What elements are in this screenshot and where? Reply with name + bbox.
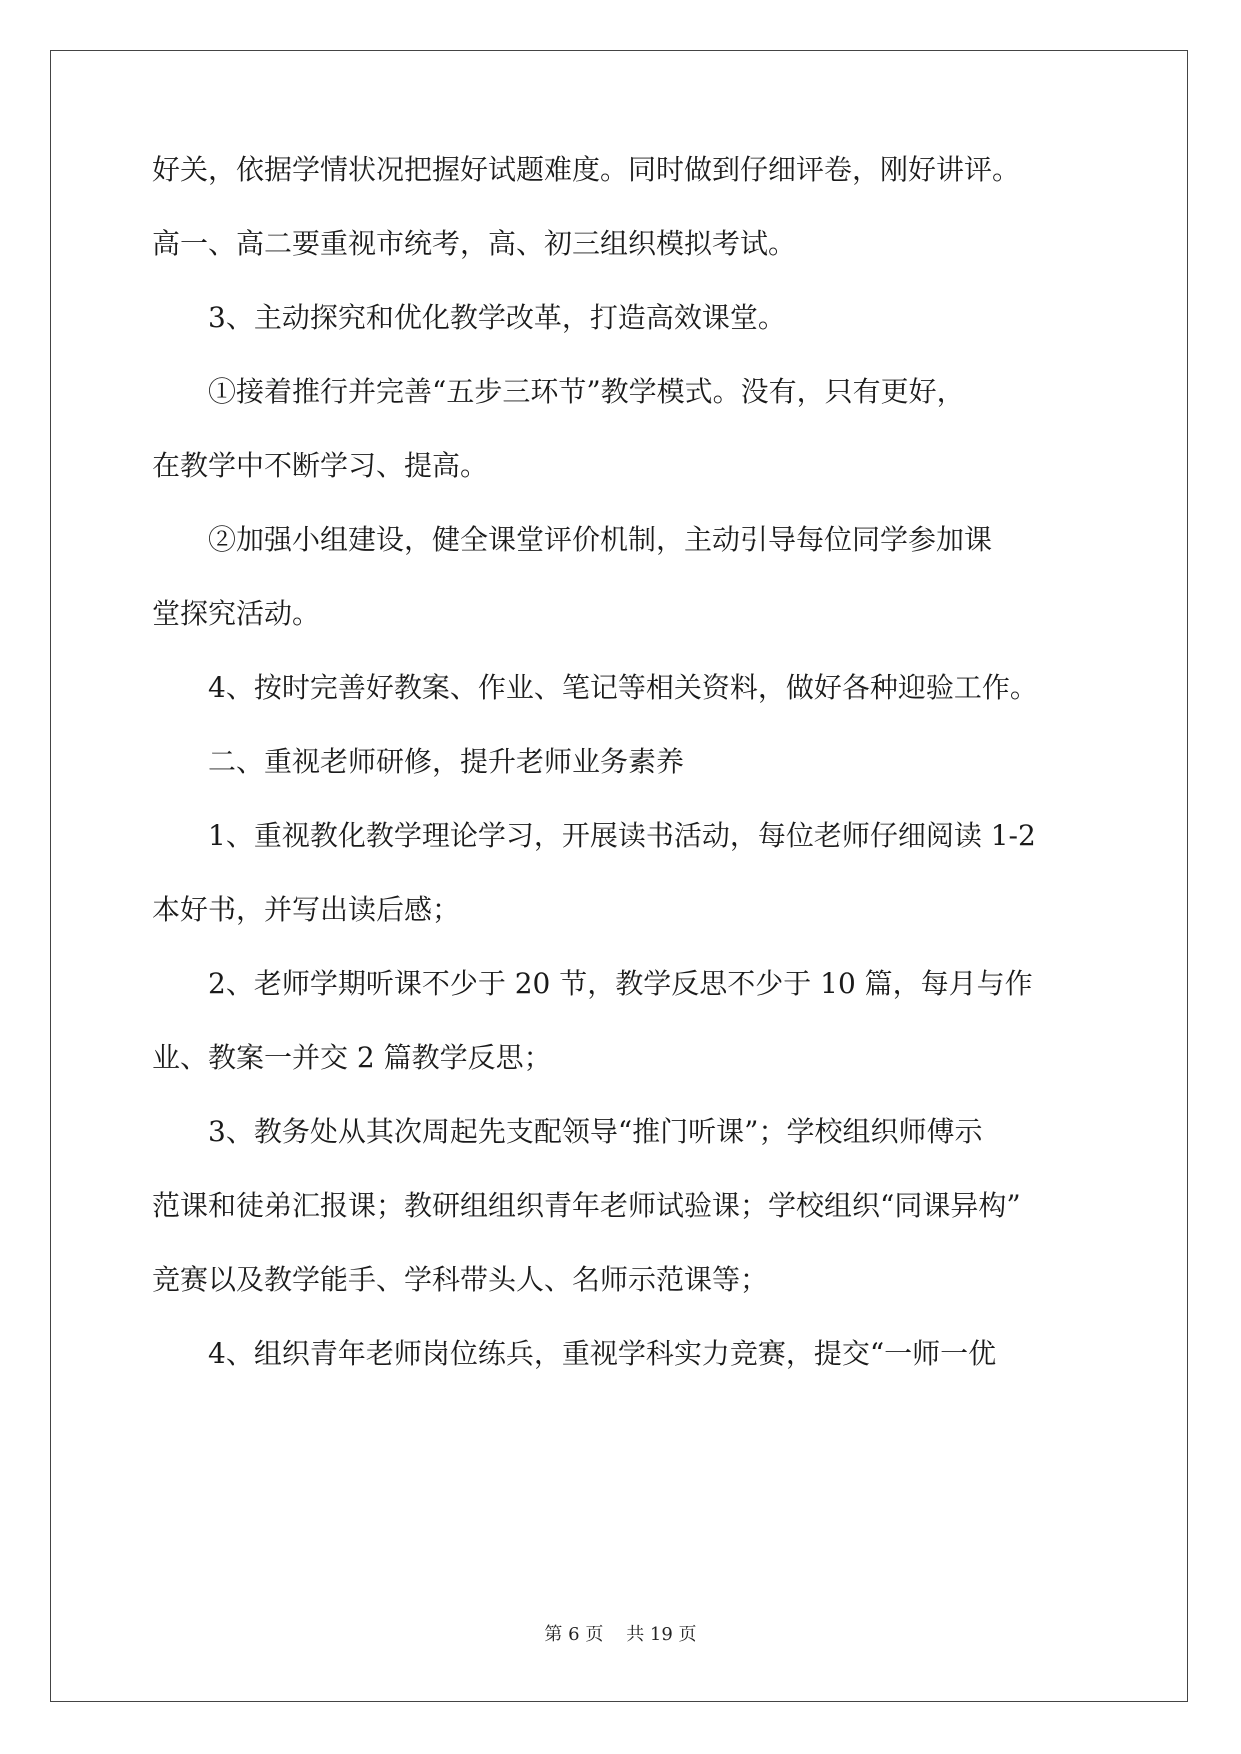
text-line: 2、老师学期听课不少于 20 节，教学反思不少于 10 篇，每月与作 [208,967,1033,1000]
text-line: 竞赛以及教学能手、学科带头人、名师示范课等； [152,1263,769,1296]
text-line: 高一、高二要重视市统考，高、初三组织模拟考试。 [152,227,797,260]
text-line: 本好书，并写出读后感； [152,893,461,926]
text-line: 业、教案一并交 2 篇教学反思； [152,1041,552,1074]
text-line: 好关，依据学情状况把握好试题难度。同时做到仔细评卷，刚好讲评。 [152,153,1021,186]
text-line: 4、按时完善好教案、作业、笔记等相关资料，做好各种迎验工作。 [208,671,1038,704]
text-line: 3、主动探究和优化教学改革，打造高效课堂。 [208,301,786,334]
text-line: 在教学中不断学习、提高。 [152,449,489,482]
text-line: 4、组织青年老师岗位练兵，重视学科实力竞赛，提交“一师一优 [208,1337,997,1370]
text-line: 范课和徒弟汇报课；教研组组织青年老师试验课；学校组织“同课异构” [152,1189,1021,1222]
page-number: 第 6 页 共 19 页 [544,1624,697,1645]
text-line: 1、重视教化教学理论学习，开展读书活动，每位老师仔细阅读 1-2 [208,819,1036,852]
text-line: ①接着推行并完善“五步三环节”教学模式。没有，只有更好， [208,375,965,408]
section-heading: 二、重视老师研修，提升老师业务素养 [208,745,685,778]
text-line: 3、教务处从其次周起先支配领导“推门听课”；学校组织师傅示 [208,1115,983,1148]
text-line: 堂探究活动。 [152,597,321,630]
page-footer [0,1623,1241,1647]
text-line: ②加强小组建设，健全课堂评价机制，主动引导每位同学参加课 [208,523,993,556]
